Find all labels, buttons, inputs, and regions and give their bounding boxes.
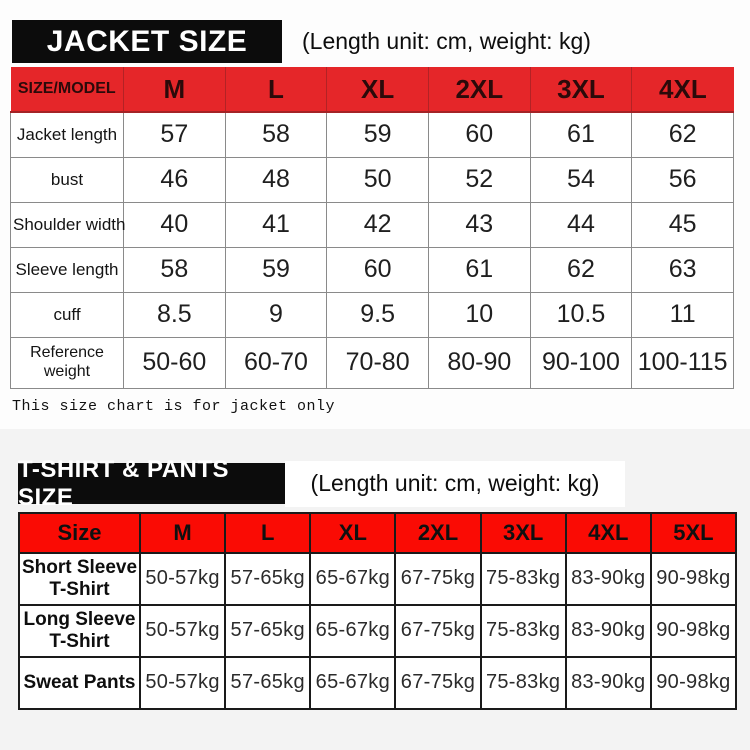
tshirt-title-banner (18, 455, 285, 511)
jacket-size-table (10, 67, 734, 389)
value-cell: 83-90kg (566, 553, 651, 605)
size-column-header: M (124, 67, 226, 112)
table-row (19, 605, 736, 657)
value-cell: 67-75kg (395, 553, 480, 605)
size-column-header: 2XL (428, 67, 530, 112)
jacket-footnote: This size chart is for jacket only (12, 397, 336, 415)
value-cell: 90-100 (530, 337, 632, 388)
row-label: cuff (11, 292, 124, 337)
value-cell: 54 (530, 157, 632, 202)
size-header-row (19, 513, 736, 553)
value-cell: 44 (530, 202, 632, 247)
value-cell: 50-57kg (140, 553, 225, 605)
row-label: Shoulder width (11, 202, 124, 247)
value-cell: 61 (530, 112, 632, 157)
size-header-row (11, 67, 734, 112)
table-row (11, 112, 734, 157)
table-row (11, 202, 734, 247)
row-label: Sweat Pants (19, 657, 140, 709)
table-row (11, 157, 734, 202)
value-cell: 100-115 (632, 337, 734, 388)
value-cell: 60 (327, 247, 429, 292)
value-cell: 83-90kg (566, 605, 651, 657)
value-cell: 59 (327, 112, 429, 157)
value-cell: 83-90kg (566, 657, 651, 709)
row-label: Sleeve length (11, 247, 124, 292)
table-row (19, 553, 736, 605)
value-cell: 65-67kg (310, 605, 395, 657)
value-cell: 41 (225, 202, 327, 247)
value-cell: 75-83kg (481, 657, 566, 709)
value-cell: 90-98kg (651, 657, 736, 709)
value-cell: 75-83kg (481, 605, 566, 657)
value-cell: 9 (225, 292, 327, 337)
value-cell: 80-90 (428, 337, 530, 388)
size-column-header: 2XL (395, 513, 480, 553)
value-cell: 57-65kg (225, 657, 310, 709)
value-cell: 9.5 (327, 292, 429, 337)
value-cell: 48 (225, 157, 327, 202)
jacket-title: JACKET SIZE (46, 24, 248, 58)
row-label: Long Sleeve T-Shirt (19, 605, 140, 657)
value-cell: 11 (632, 292, 734, 337)
value-cell: 57-65kg (225, 553, 310, 605)
row-label: Short Sleeve T-Shirt (19, 553, 140, 605)
tshirt-pants-size-table (18, 512, 737, 710)
size-column-header: L (225, 67, 327, 112)
size-column-header: 3XL (530, 67, 632, 112)
size-column-header: 5XL (651, 513, 736, 553)
value-cell: 43 (428, 202, 530, 247)
value-cell: 10 (428, 292, 530, 337)
value-cell: 61 (428, 247, 530, 292)
value-cell: 50 (327, 157, 429, 202)
value-cell: 60 (428, 112, 530, 157)
tshirt-title: T-SHIRT & PANTS SIZE (18, 455, 230, 511)
corner-header-cell: SIZE/MODEL (11, 67, 124, 112)
jacket-units-note: (Length unit: cm, weight: kg) (302, 28, 591, 54)
value-cell: 70-80 (327, 337, 429, 388)
value-cell: 90-98kg (651, 553, 736, 605)
table-row (11, 292, 734, 337)
value-cell: 57-65kg (225, 605, 310, 657)
value-cell: 65-67kg (310, 553, 395, 605)
value-cell: 8.5 (124, 292, 226, 337)
value-cell: 65-67kg (310, 657, 395, 709)
size-column-header: XL (310, 513, 395, 553)
size-column-header: 4XL (566, 513, 651, 553)
jacket-title-banner (12, 20, 282, 63)
value-cell: 50-57kg (140, 605, 225, 657)
size-column-header: M (140, 513, 225, 553)
value-cell: 62 (632, 112, 734, 157)
value-cell: 90-98kg (651, 605, 736, 657)
tshirt-units-box (285, 461, 625, 507)
size-column-header: L (225, 513, 310, 553)
value-cell: 50-60 (124, 337, 226, 388)
size-column-header: 4XL (632, 67, 734, 112)
table-row (11, 247, 734, 292)
value-cell: 58 (225, 112, 327, 157)
tshirt-units-note: (Length unit: cm, weight: kg) (310, 470, 600, 496)
value-cell: 40 (124, 202, 226, 247)
value-cell: 42 (327, 202, 429, 247)
value-cell: 52 (428, 157, 530, 202)
row-label: Jacket length (11, 112, 124, 157)
value-cell: 62 (530, 247, 632, 292)
value-cell: 67-75kg (395, 657, 480, 709)
value-cell: 10.5 (530, 292, 632, 337)
tshirt-pants-size-section (0, 429, 750, 750)
value-cell: 67-75kg (395, 605, 480, 657)
value-cell: 50-57kg (140, 657, 225, 709)
tshirt-header-row (18, 455, 750, 511)
value-cell: 45 (632, 202, 734, 247)
corner-header-cell: Size (19, 513, 140, 553)
size-column-header: XL (327, 67, 429, 112)
row-label: bust (11, 157, 124, 202)
table-row (11, 337, 734, 388)
value-cell: 46 (124, 157, 226, 202)
value-cell: 58 (124, 247, 226, 292)
jacket-header-row (12, 20, 750, 63)
value-cell: 75-83kg (481, 553, 566, 605)
value-cell: 57 (124, 112, 226, 157)
value-cell: 63 (632, 247, 734, 292)
value-cell: 56 (632, 157, 734, 202)
size-column-header: 3XL (481, 513, 566, 553)
table-row (19, 657, 736, 709)
value-cell: 59 (225, 247, 327, 292)
value-cell: 60-70 (225, 337, 327, 388)
row-label: Reference weight (11, 337, 124, 388)
